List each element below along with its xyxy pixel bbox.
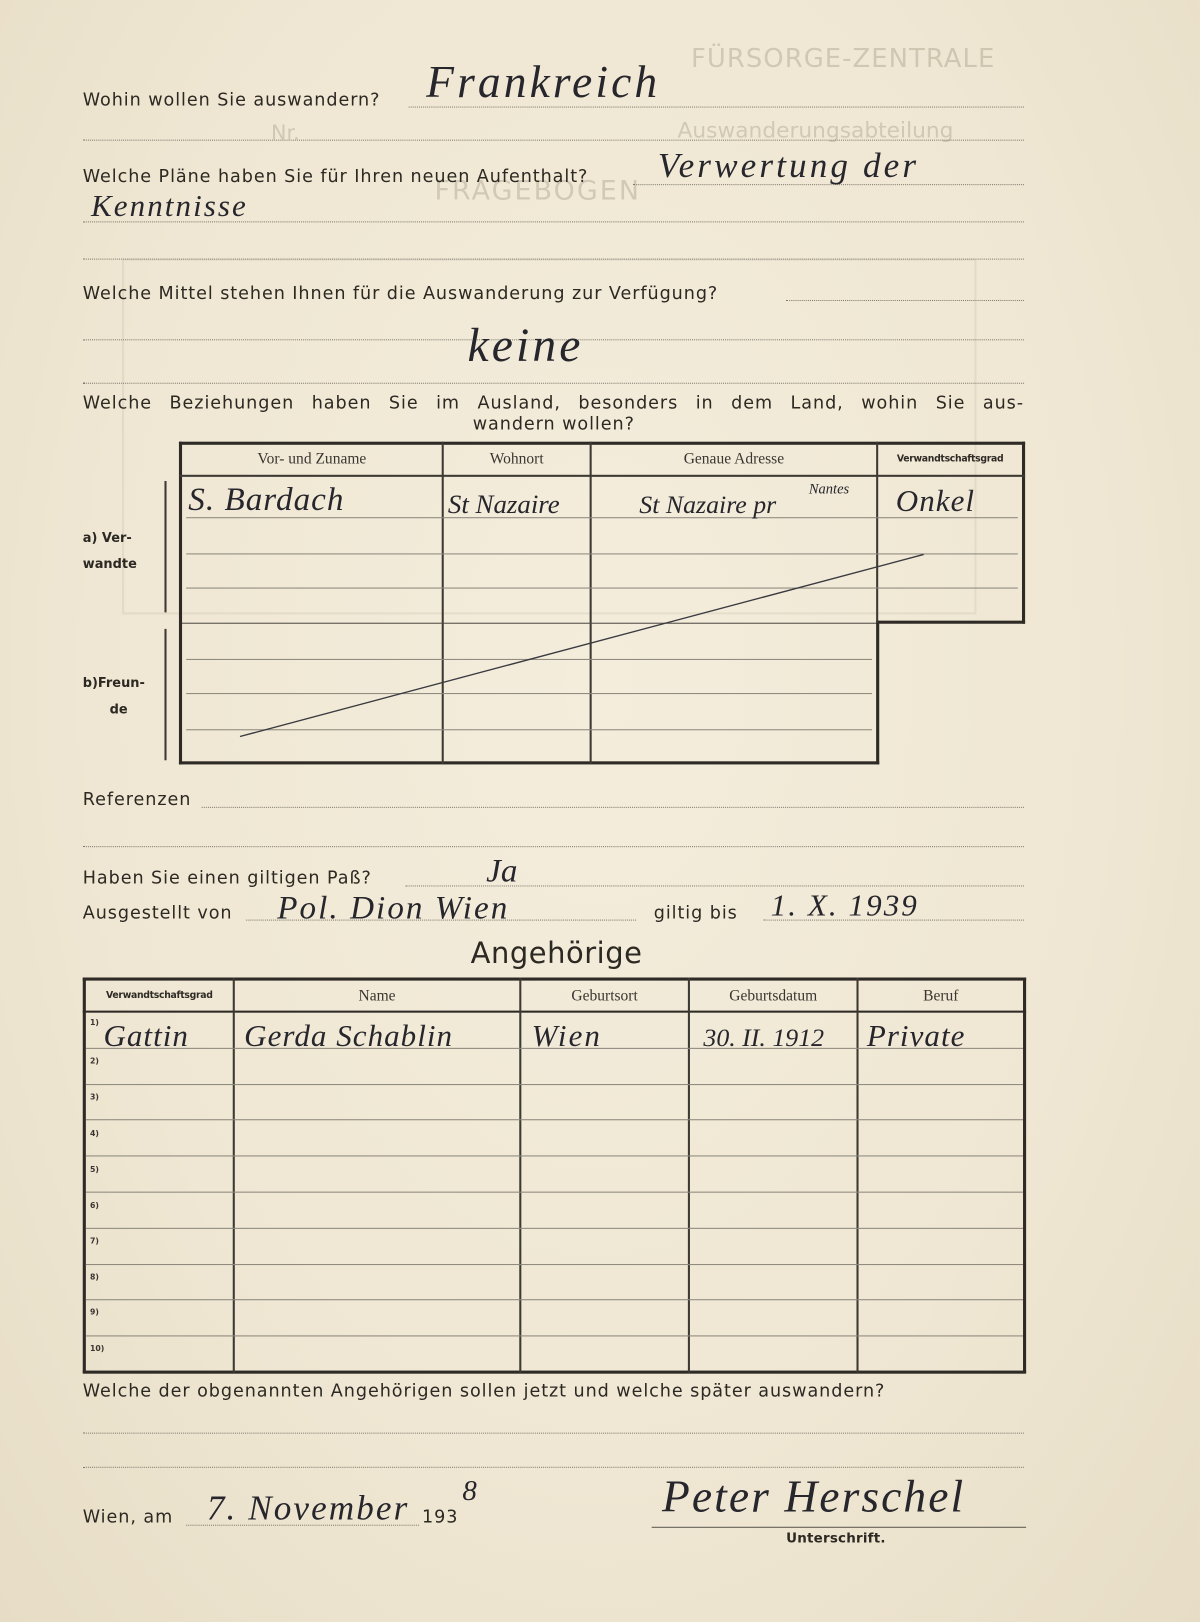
passport-question: Haben Sie einen giltigen Paß? — [82, 867, 372, 889]
family-member-name: Gerda Schablin — [244, 1018, 454, 1054]
group-label-friends-line1: b)Freun- — [82, 674, 145, 690]
table-row-line — [86, 1299, 1023, 1300]
column-header-relationship: Verwandtschaftsgrad — [106, 990, 213, 1002]
column-header-birthdate: Geburtsdatum — [729, 987, 818, 1005]
relative-address: St Nazaire pr — [639, 491, 777, 520]
column-header-name: Name — [358, 987, 396, 1005]
bleed-through-department: Auswanderungsabteilung — [677, 117, 954, 143]
table-border-left — [83, 978, 86, 1373]
family-title: Angehörige — [470, 936, 643, 971]
plans-answer-line2: Kenntnisse — [91, 189, 248, 224]
row-number: 8) — [89, 1272, 99, 1282]
answer-line — [83, 259, 1024, 260]
table-column-divider — [519, 978, 521, 1373]
issued-by-label: Ausgestellt von — [82, 903, 233, 924]
answer-line — [83, 221, 1024, 222]
relative-name: S. Bardach — [188, 479, 345, 518]
table-row-line — [86, 1155, 1023, 1156]
family-member-birthplace: Wien — [531, 1018, 603, 1054]
issued-by-value: Pol. Dion Wien — [277, 888, 510, 926]
row-number: 9) — [89, 1307, 99, 1317]
answer-line — [786, 300, 1024, 301]
answer-line — [83, 140, 1024, 141]
table-column-divider — [233, 978, 235, 1373]
means-answer: keine — [467, 318, 584, 372]
column-header-full-name: Vor- und Zuname — [257, 450, 367, 468]
emigration-order-question: Welche der obgenannten Angehörigen sollen jetzt und welche später auswandern? — [82, 1380, 886, 1402]
valid-until-value: 1. X. 1939 — [770, 888, 919, 923]
relations-question-line1: Welche Beziehungen haben Sie im Ausland, besonders in dem Land, wohin Sie aus- — [82, 393, 1025, 414]
bleed-through-number-label: Nr. — [271, 119, 300, 145]
table-border-bottom — [83, 1371, 1026, 1374]
table-column-divider — [688, 978, 690, 1373]
answer-line — [83, 1467, 1024, 1468]
signature-label: Unterschrift. — [786, 1530, 886, 1547]
row-number: 4) — [89, 1128, 99, 1138]
column-header-residence: Wohnort — [489, 450, 544, 468]
table-border-right — [1023, 978, 1026, 1373]
group-bracket-relatives — [164, 481, 166, 612]
table-row-line — [86, 1084, 1023, 1085]
passport-answer: Ja — [486, 851, 518, 889]
row-number: 1) — [89, 1017, 99, 1028]
table-row-line — [86, 1335, 1023, 1336]
table-row-line — [86, 1119, 1023, 1120]
bleed-through-form-title: FRAGEBOGEN — [434, 175, 642, 207]
references-label: Referenzen — [82, 789, 192, 810]
row-number: 6) — [89, 1200, 99, 1211]
valid-until-label: giltig bis — [653, 903, 738, 924]
table-header-separator — [83, 1011, 1026, 1013]
column-header-address: Genaue Adresse — [683, 450, 785, 468]
relative-relationship: Onkel — [895, 484, 976, 519]
relations-question-line2: wandern wollen? — [472, 413, 635, 435]
group-label-relatives-line1: a) Ver- — [82, 529, 132, 546]
place-label: Wien, am — [82, 1507, 174, 1528]
row-number: 7) — [89, 1236, 99, 1246]
row-number: 2) — [89, 1056, 99, 1066]
answer-line — [83, 846, 1024, 847]
column-header-relationship: Verwandtschaftsgrad — [896, 454, 1004, 465]
row-number: 10) — [89, 1343, 105, 1353]
group-bracket-friends — [164, 629, 166, 760]
year-suffix: 8 — [462, 1475, 477, 1508]
family-member-occupation: Private — [866, 1018, 966, 1054]
answer-line — [202, 807, 1024, 808]
table-row-line — [86, 1264, 1023, 1265]
column-header-occupation: Beruf — [923, 987, 959, 1005]
destination-question: Wohin wollen Sie auswandern? — [82, 89, 381, 111]
signature: Peter Herschel — [662, 1470, 966, 1522]
group-label-relatives-line2: wandte — [82, 555, 137, 571]
date-value: 7. November — [206, 1489, 410, 1528]
table-column-divider — [856, 978, 858, 1373]
family-member-birthdate: 30. II. 1912 — [703, 1024, 825, 1052]
group-label-friends-line2: de — [109, 701, 128, 717]
relative-residence: St Nazaire — [447, 489, 560, 520]
answer-line — [83, 383, 1024, 384]
means-question: Welche Mittel stehen Ihnen für die Auswanderung zur Verfügung? — [82, 283, 719, 305]
strike-through-line — [179, 442, 1025, 765]
plans-question: Welche Pläne haben Sie für Ihren neuen Aufenthalt? — [82, 166, 589, 188]
signature-line — [652, 1527, 1026, 1528]
row-number: 3) — [89, 1092, 99, 1102]
relative-address-note: Nantes — [808, 482, 850, 498]
table-row-line — [86, 1228, 1023, 1229]
answer-line — [83, 1433, 1024, 1434]
row-number: 5) — [89, 1164, 99, 1175]
year-prefix: 193 — [422, 1507, 459, 1528]
table-border-top — [83, 978, 1026, 981]
family-member-relationship: Gattin — [103, 1018, 189, 1054]
bleed-through-organization: FÜRSORGE-ZENTRALE — [690, 43, 996, 74]
plans-answer-line1: Verwertung der — [657, 146, 920, 186]
destination-answer: Frankreich — [426, 56, 661, 108]
table-row-line — [86, 1192, 1023, 1193]
column-header-birthplace: Geburtsort — [571, 987, 638, 1005]
